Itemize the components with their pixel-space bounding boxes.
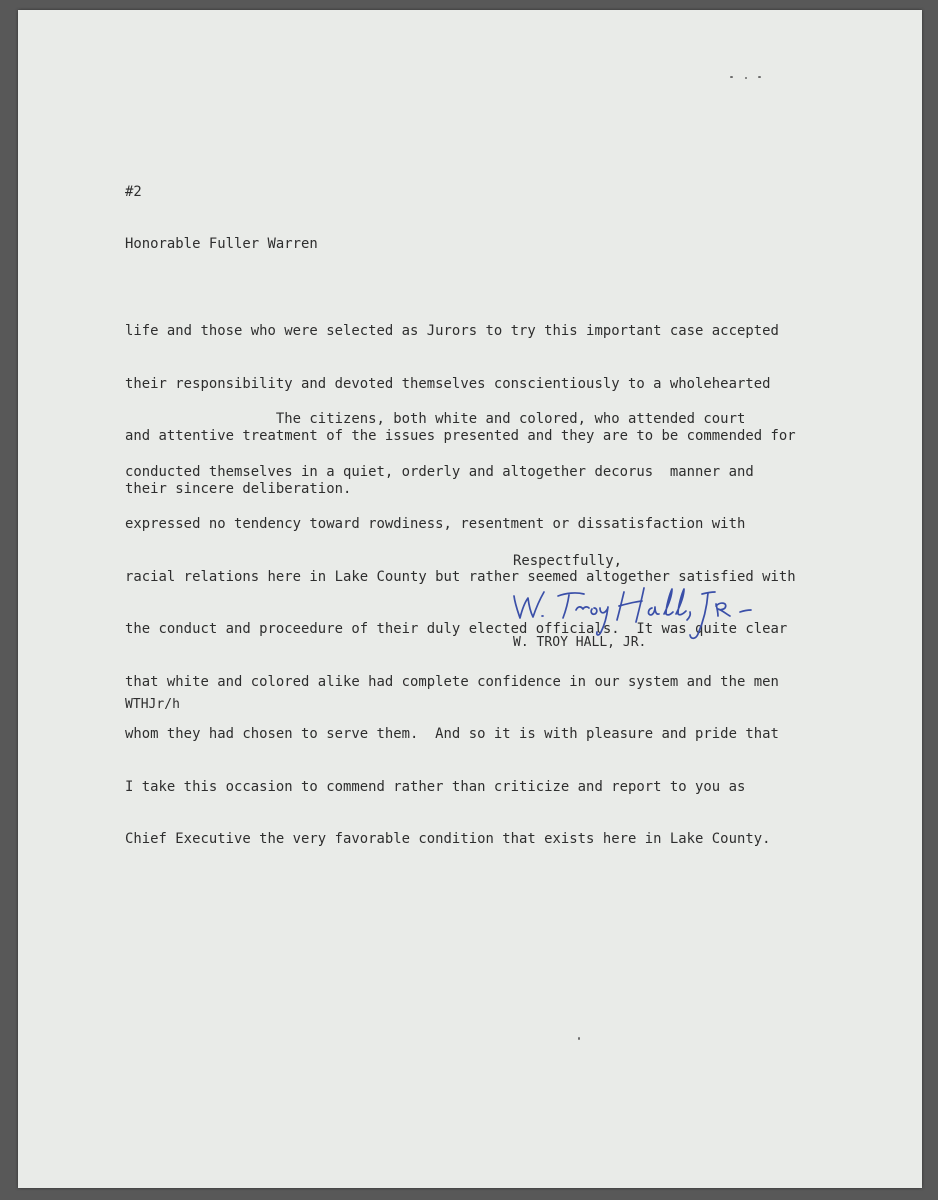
paragraph-line: the conduct and proceedure of their duly elected officials. It was quite clear	[125, 621, 788, 637]
addressee-line: Honorable Fuller Warren	[125, 236, 318, 252]
paper-speck	[730, 76, 733, 78]
page-number: #2	[125, 184, 142, 200]
paragraph-line: that white and colored alike had complete confidence in our system and the men	[125, 673, 779, 690]
closing-salutation: Respectfully,	[513, 553, 622, 569]
paragraph-line: racial relations here in Lake County but rather seemed altogether satisfied with	[125, 568, 796, 585]
paragraph-line: conducted themselves in a quiet, orderly and altogether decorus manner and	[125, 463, 754, 480]
paper-speck	[758, 76, 761, 78]
paper-speck	[578, 1037, 580, 1040]
paragraph-line: life and those who were selected as Jurors to try this important case accepted	[125, 323, 779, 339]
reference-initials: WTHJr/h	[125, 697, 180, 712]
paragraph-line: and attentive treatment of the issues presented and they are to be commended for	[125, 428, 796, 444]
paper-speck	[745, 77, 747, 79]
paragraph-line: Chief Executive the very favorable condition that exists here in Lake County.	[125, 831, 771, 847]
paragraph-line: their responsibility and devoted themselves conscientiously to a wholehearted	[125, 375, 771, 392]
letter-page	[18, 10, 922, 1188]
paragraph-line: their sincere deliberation.	[125, 480, 352, 497]
paragraph-line: expressed no tendency toward rowdiness, resentment or dissatisfaction with	[125, 516, 746, 532]
signer-typed-name: W. TROY HALL, JR.	[513, 635, 647, 650]
paragraph-line: I take this occasion to commend rather than criticize and report to you as	[125, 778, 746, 795]
paragraph-line: The citizens, both white and colored, who attended court	[125, 411, 746, 427]
paragraph-line: whom they had chosen to serve them. And so it is with pleasure and pride that	[125, 726, 779, 742]
